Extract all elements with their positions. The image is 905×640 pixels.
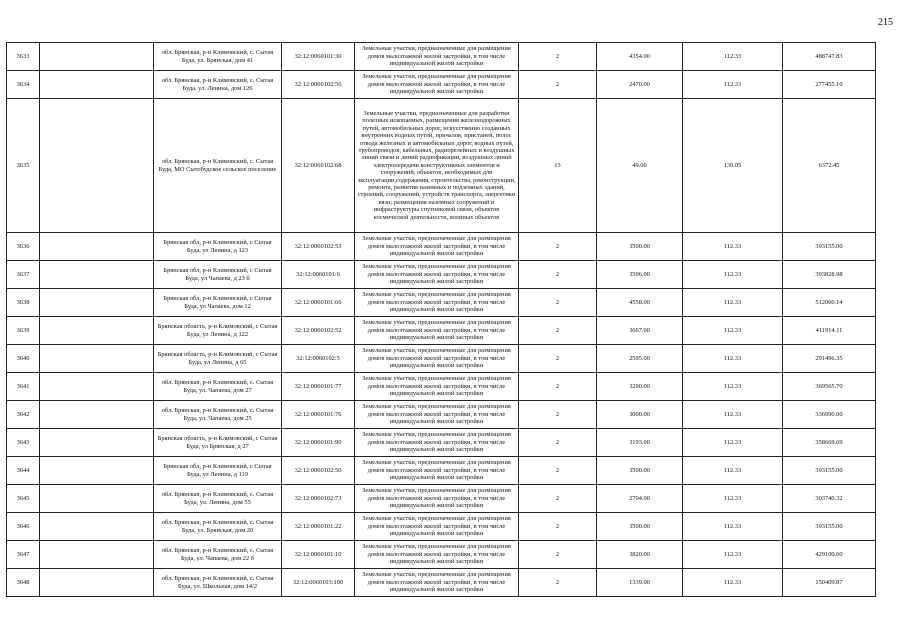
area-cell: 4558.00 bbox=[597, 289, 683, 317]
blank-cell bbox=[40, 541, 154, 569]
area-cell: 3290.00 bbox=[597, 373, 683, 401]
table-row bbox=[7, 345, 876, 373]
specific-value-cell: 112.33 bbox=[683, 373, 783, 401]
cadastral-value-cell: 358669.69 bbox=[783, 429, 876, 457]
row-number-cell: 3643 bbox=[7, 429, 40, 457]
cadastral-number-cell: 32:12:0060102:52 bbox=[282, 317, 355, 345]
land-use-description-cell: Земельные участки, предназначенные для размещения домов малоэтажной жилой застройки, в том числе индивидуальной жилой застройки bbox=[355, 71, 519, 99]
blank-cell bbox=[40, 99, 154, 233]
address-cell: Брянская область, р-н Климовский, с Сытая Буда, ул Ленина, д 65 bbox=[154, 345, 282, 373]
blank-cell bbox=[40, 233, 154, 261]
area-cell: 2595.00 bbox=[597, 345, 683, 373]
cadastral-value-cell: 411914.11 bbox=[783, 317, 876, 345]
address-cell: обл. Брянская, р-н Климовский, с. Сытая Буда, ул. Ленина, дом 126 bbox=[154, 71, 282, 99]
table-row bbox=[7, 289, 876, 317]
land-use-description-cell: Земельные участки, предназначенные для размещения домов малоэтажной жилой застройки, в том числе индивидуальной жилой застройки bbox=[355, 429, 519, 457]
area-cell: 3820.00 bbox=[597, 541, 683, 569]
blank-cell bbox=[40, 401, 154, 429]
blank-cell bbox=[40, 261, 154, 289]
cadastral-value-cell: 512000.14 bbox=[783, 289, 876, 317]
cadastral-value-cell: 429100.60 bbox=[783, 541, 876, 569]
cadastral-number-cell: 32:12:0060102:50 bbox=[282, 457, 355, 485]
group-code-cell: 13 bbox=[519, 99, 597, 233]
group-code-cell: 2 bbox=[519, 401, 597, 429]
address-cell: Брянская обл, р-н Климовский, с Сытая Буда, ул Ленина, д 119 bbox=[154, 457, 282, 485]
address-cell: обл. Брянская, р-н Климовский, с. Сытая Буда, ул. Чапаева, дом 27 bbox=[154, 373, 282, 401]
cadastral-value-cell: 291496.35 bbox=[783, 345, 876, 373]
specific-value-cell: 112.33 bbox=[683, 261, 783, 289]
address-cell: обл. Брянская, р-н Климовский, с. Сытая Буда, ул. Чапаева, дом 22 б bbox=[154, 541, 282, 569]
cadastral-value-cell: 277455.10 bbox=[783, 71, 876, 99]
cadastral-number-cell: 32:12:0060102:73 bbox=[282, 485, 355, 513]
row-number-cell: 3640 bbox=[7, 345, 40, 373]
specific-value-cell: 112.33 bbox=[683, 233, 783, 261]
row-number-cell: 3637 bbox=[7, 261, 40, 289]
address-cell: обл. Брянская, р-н Климовский, с. Сытая Буда, ул. Брянская, дом 20 bbox=[154, 513, 282, 541]
blank-cell bbox=[40, 569, 154, 597]
land-registry-table bbox=[6, 42, 876, 597]
cadastral-number-cell: 32:12:0060101:76 bbox=[282, 401, 355, 429]
area-cell: 3500.00 bbox=[597, 513, 683, 541]
group-code-cell: 2 bbox=[519, 289, 597, 317]
group-code-cell: 2 bbox=[519, 569, 597, 597]
table-row bbox=[7, 317, 876, 345]
cadastral-value-cell: 393155.00 bbox=[783, 457, 876, 485]
area-cell: 3500.00 bbox=[597, 457, 683, 485]
land-use-description-cell: Земельные участки, предназначенные для размещения домов малоэтажной жилой застройки, в том числе индивидуальной жилой застройки bbox=[355, 289, 519, 317]
land-use-description-cell: Земельные участки, предназначенные для размещения домов малоэтажной жилой застройки, в том числе индивидуальной жилой застройки bbox=[355, 373, 519, 401]
specific-value-cell: 112.33 bbox=[683, 345, 783, 373]
specific-value-cell: 112.33 bbox=[683, 43, 783, 71]
group-code-cell: 2 bbox=[519, 485, 597, 513]
area-cell: 4354.00 bbox=[597, 43, 683, 71]
specific-value-cell: 130.05 bbox=[683, 99, 783, 233]
cadastral-value-cell: 393155.00 bbox=[783, 513, 876, 541]
table-row bbox=[7, 373, 876, 401]
blank-cell bbox=[40, 289, 154, 317]
row-number-cell: 3641 bbox=[7, 373, 40, 401]
land-use-description-cell: Земельные участки, предназначенные для размещения домов малоэтажной жилой застройки, в том числе индивидуальной жилой застройки bbox=[355, 43, 519, 71]
area-cell: 3667.00 bbox=[597, 317, 683, 345]
blank-cell bbox=[40, 373, 154, 401]
address-cell: Брянская обл, р-н Климовский, с Сытая Буда, ул Чапаева, дом 12 bbox=[154, 289, 282, 317]
land-use-description-cell: Земельные участки, предназначенные для размещения домов малоэтажной жилой застройки, в том числе индивидуальной жилой застройки bbox=[355, 401, 519, 429]
cadastral-number-cell: 32:12:0060102:68 bbox=[282, 99, 355, 233]
cadastral-number-cell: 32:12:0060101:6 bbox=[282, 261, 355, 289]
area-cell: 49.00 bbox=[597, 99, 683, 233]
cadastral-value-cell: 393155.00 bbox=[783, 233, 876, 261]
specific-value-cell: 112.33 bbox=[683, 513, 783, 541]
row-number-cell: 3638 bbox=[7, 289, 40, 317]
specific-value-cell: 112.33 bbox=[683, 289, 783, 317]
cadastral-number-cell: 32:12:0060101:30 bbox=[282, 43, 355, 71]
blank-cell bbox=[40, 485, 154, 513]
table-row bbox=[7, 485, 876, 513]
cadastral-value-cell: 488747.83 bbox=[783, 43, 876, 71]
address-cell: обл. Брянская, р-н Климовский, с. Сытая Буда, ул. Школьная, дом 14/2 bbox=[154, 569, 282, 597]
land-use-description-cell: Земельные участки, предназначенные для размещения домов малоэтажной жилой застройки, в том числе индивидуальной жилой застройки bbox=[355, 345, 519, 373]
address-cell: обл. Брянская, р-н Климовский, с. Сытая Буда, ул. Чапаева, дом 25 bbox=[154, 401, 282, 429]
cadastral-value-cell: 6372.45 bbox=[783, 99, 876, 233]
group-code-cell: 2 bbox=[519, 429, 597, 457]
row-number-cell: 3639 bbox=[7, 317, 40, 345]
group-code-cell: 2 bbox=[519, 457, 597, 485]
blank-cell bbox=[40, 429, 154, 457]
specific-value-cell: 112.33 bbox=[683, 569, 783, 597]
blank-cell bbox=[40, 457, 154, 485]
blank-cell bbox=[40, 317, 154, 345]
specific-value-cell: 112.33 bbox=[683, 541, 783, 569]
table-row bbox=[7, 99, 876, 233]
specific-value-cell: 112.33 bbox=[683, 429, 783, 457]
row-number-cell: 3648 bbox=[7, 569, 40, 597]
table-row bbox=[7, 261, 876, 289]
group-code-cell: 2 bbox=[519, 513, 597, 541]
group-code-cell: 2 bbox=[519, 71, 597, 99]
group-code-cell: 2 bbox=[519, 261, 597, 289]
table-row bbox=[7, 457, 876, 485]
area-cell: 3506.00 bbox=[597, 261, 683, 289]
land-use-description-cell: Земельные участки, предназначенные для размещения домов малоэтажной жилой застройки, в том числе индивидуальной жилой застройки bbox=[355, 513, 519, 541]
page-number: 215 bbox=[878, 17, 893, 28]
land-use-description-cell: Земельные участки, предназначенные для размещения домов малоэтажной жилой застройки, в том числе индивидуальной жилой застройки bbox=[355, 541, 519, 569]
row-number-cell: 3642 bbox=[7, 401, 40, 429]
table-row bbox=[7, 429, 876, 457]
cadastral-number-cell: 32:12:0060101:77 bbox=[282, 373, 355, 401]
cadastral-number-cell: 32:12:0060101:22 bbox=[282, 513, 355, 541]
row-number-cell: 3636 bbox=[7, 233, 40, 261]
table-row bbox=[7, 71, 876, 99]
group-code-cell: 2 bbox=[519, 317, 597, 345]
row-number-cell: 3644 bbox=[7, 457, 40, 485]
table-row bbox=[7, 401, 876, 429]
row-number-cell: 3645 bbox=[7, 485, 40, 513]
cadastral-number-cell: 32:12:0060101:10 bbox=[282, 541, 355, 569]
area-cell: 1339.00 bbox=[597, 569, 683, 597]
cadastral-value-cell: 150409.87 bbox=[783, 569, 876, 597]
cadastral-value-cell: 393828.98 bbox=[783, 261, 876, 289]
cadastral-number-cell: 32:12:0060103:100 bbox=[282, 569, 355, 597]
address-cell: обл. Брянская, р-н Климовский, с. Сытая Буда, ул. Брянская, дом 41 bbox=[154, 43, 282, 71]
row-number-cell: 3634 bbox=[7, 71, 40, 99]
cadastral-value-cell: 336990.00 bbox=[783, 401, 876, 429]
group-code-cell: 2 bbox=[519, 373, 597, 401]
row-number-cell: 3646 bbox=[7, 513, 40, 541]
specific-value-cell: 112.33 bbox=[683, 71, 783, 99]
cadastral-number-cell: 32:12:0060102:53 bbox=[282, 233, 355, 261]
group-code-cell: 2 bbox=[519, 541, 597, 569]
land-use-description-cell: Земельные участки, предназначенные для размещения домов малоэтажной жилой застройки, в том числе индивидуальной жилой застройки bbox=[355, 261, 519, 289]
area-cell: 2470.00 bbox=[597, 71, 683, 99]
cadastral-number-cell: 32:12:0060102:5 bbox=[282, 345, 355, 373]
land-use-description-cell: Земельные участки, предназначенные для разработки полезных ископаемых, размещения железнодорожных путей, автомобильных дорог, искусственно созданных внутренних водных путей, причалов, пристаней, полос отвода железных и автомобильных дорог, водных путей, трубопроводов, кабельных, радиорелейных и воздушных линий связи и линий радиофикации, воздушных линий электропередачи конструктивных элементов и сооружений, объектов, необходимых для эксплуатации,содержания, строительства, реконструкции, ремонта, развития наземных и подземных зданий, строений, сооружений, устройств транспорта, энергетики вязи; размещения наземных сооружений и инфраструктуры спутниковой связи, объектов космической деятельности, военных объектов bbox=[355, 99, 519, 233]
row-number-cell: 3647 bbox=[7, 541, 40, 569]
area-cell: 2704.00 bbox=[597, 485, 683, 513]
table-row bbox=[7, 513, 876, 541]
blank-cell bbox=[40, 71, 154, 99]
blank-cell bbox=[40, 345, 154, 373]
group-code-cell: 2 bbox=[519, 43, 597, 71]
specific-value-cell: 112.33 bbox=[683, 485, 783, 513]
row-number-cell: 3633 bbox=[7, 43, 40, 71]
cadastral-number-cell: 32:12:0060101:66 bbox=[282, 289, 355, 317]
specific-value-cell: 112.33 bbox=[683, 317, 783, 345]
blank-cell bbox=[40, 43, 154, 71]
address-cell: Брянская обл, р-н Климовский, с Сытая Буда, ул Ленина, д 123 bbox=[154, 233, 282, 261]
land-use-description-cell: Земельные участки, предназначенные для размещения домов малоэтажной жилой застройки, в том числе индивидуальной жилой застройки bbox=[355, 569, 519, 597]
blank-cell bbox=[40, 513, 154, 541]
row-number-cell: 3635 bbox=[7, 99, 40, 233]
group-code-cell: 2 bbox=[519, 233, 597, 261]
address-cell: Брянская область, р-н Климовский, с Сытая Буда, ул Ленина, д 122 bbox=[154, 317, 282, 345]
specific-value-cell: 112.33 bbox=[683, 401, 783, 429]
address-cell: обл. Брянская, р-н Климовский, с. Сытая Буда, МО Сытобудское сельское поселение bbox=[154, 99, 282, 233]
land-use-description-cell: Земельные участки, предназначенные для размещения домов малоэтажной жилой застройки, в том числе индивидуальной жилой застройки bbox=[355, 485, 519, 513]
address-cell: Брянская обл, р-н Климовский, с Сытая Буда, ул Чапаева, д 23 б bbox=[154, 261, 282, 289]
land-use-description-cell: Земельные участки, предназначенные для размещения домов малоэтажной жилой застройки, в том числе индивидуальной жилой застройки bbox=[355, 457, 519, 485]
table-row bbox=[7, 233, 876, 261]
address-cell: обл. Брянская, р-н Климовский, с. Сытая Буда, ул. Ленина, дом 55 bbox=[154, 485, 282, 513]
land-use-description-cell: Земельные участки, предназначенные для размещения домов малоэтажной жилой застройки, в том числе индивидуальной жилой застройки bbox=[355, 233, 519, 261]
cadastral-number-cell: 32:12:0060102:56 bbox=[282, 71, 355, 99]
specific-value-cell: 112.33 bbox=[683, 457, 783, 485]
area-cell: 3000.00 bbox=[597, 401, 683, 429]
area-cell: 3500.00 bbox=[597, 233, 683, 261]
address-cell: Брянская область, р-н Климовский, с Сытая Буда, ул Брянская, д 27 bbox=[154, 429, 282, 457]
cadastral-number-cell: 32:12:0060101:90 bbox=[282, 429, 355, 457]
cadastral-value-cell: 369565.70 bbox=[783, 373, 876, 401]
land-use-description-cell: Земельные участки, предназначенные для размещения домов малоэтажной жилой застройки, в том числе индивидуальной жилой застройки bbox=[355, 317, 519, 345]
table-row bbox=[7, 569, 876, 597]
table-row bbox=[7, 43, 876, 71]
area-cell: 3193.00 bbox=[597, 429, 683, 457]
group-code-cell: 2 bbox=[519, 345, 597, 373]
table-row bbox=[7, 541, 876, 569]
cadastral-value-cell: 303740.32 bbox=[783, 485, 876, 513]
